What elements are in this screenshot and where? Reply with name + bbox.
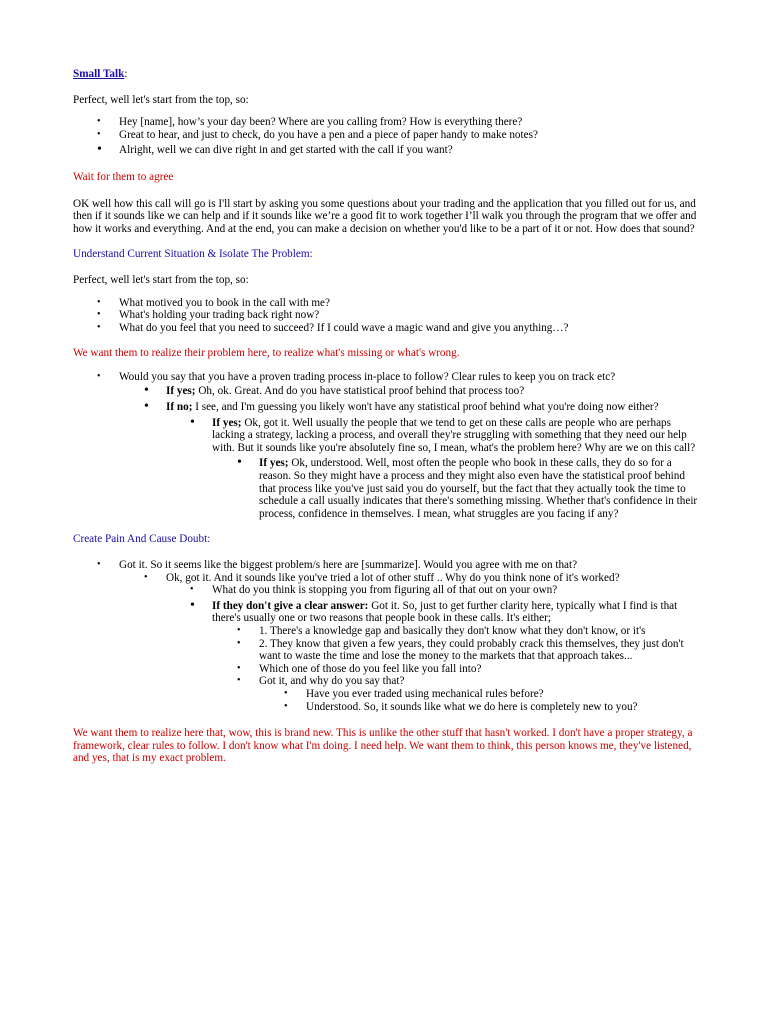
pain-level-5 xyxy=(306,688,698,713)
document-page xyxy=(73,68,698,765)
list-item: • Hey [name], how’s your day been? Where are you calling from? How is everything there? xyxy=(119,116,698,129)
pain-list xyxy=(119,559,698,713)
small-talk-colon: : xyxy=(124,68,128,80)
answer-label: If they don't give a clear answer: xyxy=(212,599,369,612)
pain-tried: Ok, got it. And it sounds like you've tried a lot of other stuff .. Why do you think none of it's worked? xyxy=(166,571,620,584)
process-question-list xyxy=(119,371,698,521)
process-question: Would you say that you have a proven trading process in-place to follow? Clear rules to keep you on track etc? xyxy=(119,370,616,383)
answer-label: If yes; xyxy=(259,457,289,470)
pain-heading: Create Pain And Cause Doubt: xyxy=(73,533,211,546)
problem-note: We want them to realize their problem here, to realize what's missing or what's wrong. xyxy=(73,347,460,360)
situation-heading: Understand Current Situation & Isolate The Problem: xyxy=(73,248,313,261)
small-talk-list xyxy=(119,116,698,157)
answer-text: I see, and I'm guessing you likely won't have any statistical proof behind what you're doing now either? xyxy=(192,401,659,414)
list-item xyxy=(166,572,698,714)
answer-label: If no; xyxy=(166,401,193,414)
answer-label: If yes; xyxy=(166,384,196,397)
situation-intro: Perfect, well let's start from the top, so: xyxy=(73,273,249,286)
answer-text: Ok, understood. Well, most often the people who book in these calls, they do so for a reason. So they might have a process and they might also even have the statistical proof behind that process like you've just said you do yourself, but the fact that they actually took the time to schedule a call usually indicates that there's something missing. Whether that's confidence in their process, confidence in themselves. I mean, what struggles are you facing if any? xyxy=(259,457,698,520)
list-item: • Understood. So, it sounds like what we do here is completely new to you? xyxy=(306,701,698,714)
list-item: • Great to hear, and just to check, do you have a pen and a piece of paper handy to make notes? xyxy=(119,129,698,142)
list-item xyxy=(259,675,698,713)
list-item: • What do you feel that you need to succeed? If I could wave a magic wand and give you anything…? xyxy=(119,322,698,335)
final-note: We want them to realize here that, wow, this is brand new. This is unlike the other stuff that hasn't worked. I don't have a proper strategy, a framework, clear rules to follow. I don't know what I'm doing. I need help. We want them to think, this person knows me, they've listened, and yes, that is my exact problem. xyxy=(73,727,693,765)
small-talk-heading[interactable]: Small Talk xyxy=(73,68,125,80)
list-item xyxy=(212,600,698,713)
list-item: • What do you think is stopping you from figuring all of that out on your own? xyxy=(212,584,698,597)
answer-text: Got it. So, just to get further clarity here, typically what I find is that there's usually one or two reasons that people book in these calls. It's either; xyxy=(212,599,678,625)
list-item xyxy=(212,417,698,521)
why-question: Got it, and why do you say that? xyxy=(259,675,405,688)
list-item: • 1. There's a knowledge gap and basically they don't know what they don't know, or it's xyxy=(259,625,698,638)
list-item: • What's holding your trading back right now? xyxy=(119,309,698,322)
pain-level-3 xyxy=(212,584,698,713)
call-overview-paragraph: OK well how this call will go is I'll start by asking you some questions about your trading and the application that you filled out for us, and then if it sounds like we can help and if it sounds like we’re a good fit to work together I’ll walk you through the program that we offer and how it works and everything. And at the end, you can make a decision on whether you'd like to be a part of it or not. How does that sound? xyxy=(73,197,697,235)
list-item: • Alright, well we can dive right in and get started with the call if you want? xyxy=(119,144,698,157)
small-talk-heading-line xyxy=(73,68,698,81)
pain-level-2 xyxy=(166,572,698,714)
pain-summary: Got it. So it seems like the biggest problem/s here are [summarize]. Would you agree with me on that? xyxy=(119,559,578,572)
answer-label: If yes; xyxy=(212,416,242,429)
list-item xyxy=(119,559,698,713)
list-item xyxy=(166,401,698,520)
list-item: • Have you ever traded using mechanical rules before? xyxy=(306,688,698,701)
answer-text: Oh, ok. Great. And do you have statistical proof behind that process too? xyxy=(195,384,525,397)
list-item: • Which one of those do you feel like you fall into? xyxy=(259,663,698,676)
wait-note: Wait for them to agree xyxy=(73,170,174,183)
list-item: • 2. They know that given a few years, they could probably crack this themselves, they just don't want to waste the time and lose the money to the markets that that approach takes... xyxy=(259,638,698,663)
list-item: • What motived you to book in the call with me? xyxy=(119,297,698,310)
list-item xyxy=(166,385,698,398)
answer-text: Ok, got it. Well usually the people that we tend to get on these calls are people who are perhaps lacking a strategy, lacking a process, and overall they're struggling with something that they need our help with. But it sounds like you're absolutely fine so, I mean, what's the problem here? Why are we on this call? xyxy=(212,416,696,454)
list-item xyxy=(259,457,698,520)
situation-list xyxy=(119,297,698,335)
process-answers xyxy=(166,385,698,521)
pain-level-4 xyxy=(259,625,698,713)
small-talk-intro: Perfect, well let's start from the top, so: xyxy=(73,93,249,106)
list-item xyxy=(119,371,698,521)
no-answers xyxy=(212,417,698,521)
deep-answers xyxy=(259,457,698,520)
